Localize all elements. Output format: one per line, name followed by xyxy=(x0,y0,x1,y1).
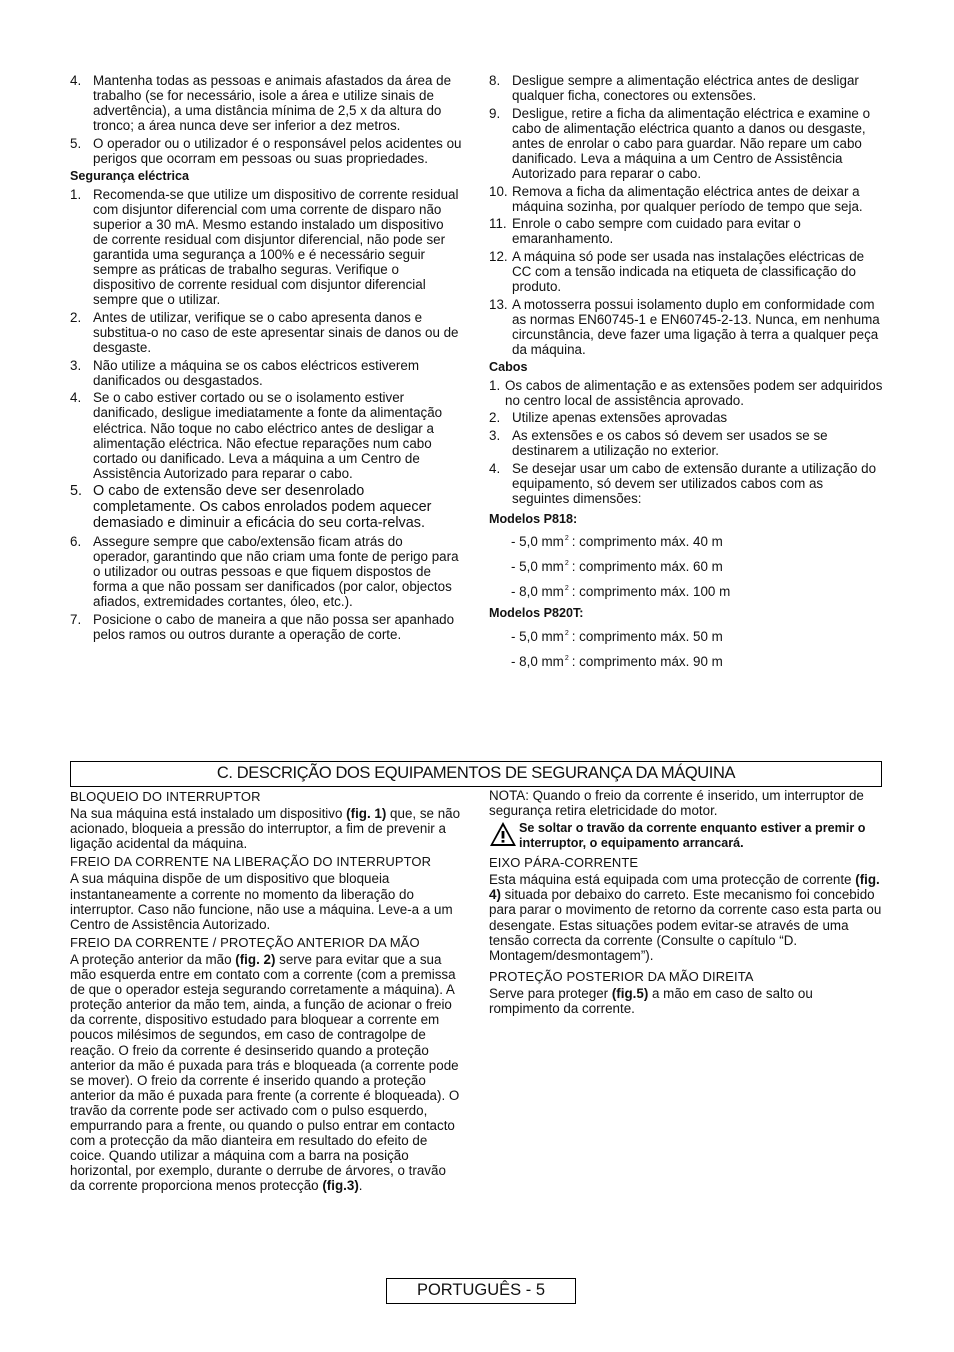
cable-dimension-row: - 8,0 $mm^2$ : comprimento máx. 100 m xyxy=(511,584,731,600)
switch-lock-heading: BLOQUEIO DO INTERRUPTOR xyxy=(70,789,261,804)
cable-dimension-row: - 5,0 $mm^2$ : comprimento máx. 60 m xyxy=(511,559,723,575)
chain-brake-release-heading: FREIO DA CORRENTE NA LIBERAÇÃO DO INTERRUPTOR xyxy=(70,854,432,870)
cables-list xyxy=(489,378,883,506)
electrical-list-continued xyxy=(489,73,883,357)
list-item: 3. As extensões e os cabos só devem ser usados se se destinarem a utilização no exterior. xyxy=(489,428,828,459)
switch-lock-paragraph: Na sua máquina está instalado um dispositivo (fig. 1) que, se não acionado, bloqueia a pressão do interruptor, a fim de prevenir a ligação acidental da máquina. xyxy=(70,806,461,852)
section-c-banner: C. DESCRIÇÃO DOS EQUIPAMENTOS DE SEGURANÇA DA MÁQUINA xyxy=(70,761,882,787)
list-item: 10. Remova a ficha da alimentação eléctrica antes de deixar a máquina sozinha, por qualquer período de tempo que seja. xyxy=(489,183,863,214)
front-hand-guard-heading: FREIO DA CORRENTE / PROTEÇÃO ANTERIOR DA MÃO xyxy=(70,934,420,950)
chain-catcher-heading: EIXO PÁRA-CORRENTE xyxy=(489,855,639,871)
cable-dimension-row: - 5,0 $mm^2$ : comprimento máx. 50 m xyxy=(511,628,723,644)
intro-list xyxy=(70,73,462,166)
list-item: 7. Posicione o cabo de maneira a que não possa ser apanhado pelos ramos ou outros durante a operação de corte. xyxy=(70,611,455,642)
section-c-right-column xyxy=(489,788,883,1019)
section-c-left-column xyxy=(70,788,462,1196)
warning-text: Se soltar o travão da corrente enquanto estiver a premir o interruptor, o equipamento arrancará. xyxy=(519,821,866,851)
chain-catcher-paragraph: Esta máquina está equipada com uma protecção de corrente (fig. 4) situada por debaixo do carreto. Este mecanismo foi concebido para parar o movimento de retorno da corrente caso esta parta ou desengate. Estas situações podem evitar-se através de uma tensão correcta da corrente (Consulte o capítulo “D. Montagem/desmontagem”). xyxy=(489,872,882,963)
list-item: 6. Assegure sempre que cabo/extensão ficam atrás do operador, garantindo que não criam uma fonte de perigo para o utilizador ou outras pessoas e que fiquem dispostos de forma a que não possam ser danificados (por calor, objectos afiados, extremidades cortantes, óleo, etc.). xyxy=(70,533,459,610)
models-p820t-list xyxy=(489,626,883,669)
list-item: 13. A motosserra possui isolamento duplo em conformidade com as normas EN60745-1 e EN60745-2-13. Nunca, em nenhuma circunstância, deve fazer uma ligação à terra a qualquer peça da máquina. xyxy=(489,296,880,358)
list-item: 9. Desligue, retire a ficha da alimentação eléctrica e examine o cabo de alimentação eléctrica quanto a danos ou desgaste, antes de enrolar o cabo para guardar. Não repare um cabo danificado. Leva a máquina a um Centro de Assistência Autorizado para reparar o cabo. xyxy=(489,105,871,182)
list-item: 2. Utilize apenas extensões aprovadas xyxy=(489,410,728,426)
list-item: 4. Mantenha todas as pessoas e animais afastados da área de trabalho (se for necessário, isole a área e utilize sinais de advertência), a uma distância mínima de 2,5 x da altura do tronco; a área nunca deve ser inferior a dez metros. xyxy=(70,73,452,134)
list-item: 1. Os cabos de alimentação e as extensões podem ser adquiridos no centro local de assistência aprovado. xyxy=(489,377,883,408)
list-item: 3. Não utilize a máquina se os cabos eléctricos estiverem danificados ou desgastados. xyxy=(70,357,419,388)
models-p818-list xyxy=(489,531,883,599)
rear-hand-guard-heading: PROTEÇÃO POSTERIOR DA MÃO DIREITA xyxy=(489,968,754,984)
models-p820t-heading: Modelos P820T: xyxy=(489,606,584,621)
electrical-list xyxy=(70,187,462,642)
note-paragraph: NOTA: Quando o freio da corrente é inserido, um interruptor de segurança retira eletricidade do motor. xyxy=(489,788,864,819)
front-hand-guard-paragraph: A proteção anterior da mão (fig. 2) serve para evitar que a sua mão esquerda entre em contato com a corrente (com a premissa de que o operador esteja segurando corretamente a máquina). A proteção anterior da mão tem, ainda, a função de acionar o freio da corrente, dispositivo estudado para bloquear a corrente em poucos milésimos de segundos, em caso de contragolpe de reação. O freio da corrente é desinserido quando a proteção anterior da mão é puxada para trás e bloqueada (a corrente pode se mover). O freio da corrente é inserido quando a proteção anterior da mão é puxada para frente (a corrente é bloqueada). O travão da corrente pode ser activado com o pulso esquerdo, empurrando para a frente, ou quando o pulso entrar em contacto com a protecção da mão dianteira em resultado do efeito de coice. Quando utilizar a máquina com a barra na posição horizontal, por exemplo, durante o derrube de árvores, o travão da corrente proporciona menos protecção (fig.3). xyxy=(70,951,460,1194)
cables-heading: Cabos xyxy=(489,359,528,374)
cable-dimension-row: - 8,0 $mm^2$ : comprimento máx. 90 m xyxy=(511,653,723,669)
list-item: 2. Antes de utilizar, verifique se o cabo apresenta danos e substitua-o no caso de este apresentar sinais de danos ou de desgaste. xyxy=(70,309,459,356)
electrical-safety-heading: Segurança eléctrica xyxy=(70,168,190,183)
warning-block xyxy=(489,821,883,851)
warning-triangle-icon xyxy=(489,821,517,847)
list-item: 11. Enrole o cabo sempre com cuidado para evitar o emaranhamento. xyxy=(489,216,801,247)
list-item: 5. O cabo de extensão deve ser desenrolado completamente. Os cabos enrolados podem aquecer demasiado e diminuir a eficácia do seu corta-relvas. xyxy=(70,483,432,532)
page-footer: PORTUGUÊS - 5 xyxy=(386,1278,576,1304)
list-item: 8. Desligue sempre a alimentação eléctrica antes de desligar qualquer ficha, conectores ou extensões. xyxy=(489,73,859,104)
models-p818-heading: Modelos P818: xyxy=(489,512,578,527)
list-item: 1. Recomenda-se que utilize um dispositivo de corrente residual com disjuntor diferencial com uma corrente de disparo não superior a 30 mA. Mesmo estando instalado um dispositivo de corrente residual com disjuntor diferencial, não pode ser garantida uma segurança a 100% e é necessário seguir sempre as práticas de trabalho seguras. Verifique o dispositivo de corrente residual com disjuntor diferencial sempre que o utilizar. xyxy=(70,186,459,308)
list-item: 12. A máquina só pode ser usada nas instalações eléctricas de CC com a tensão indicada na etiqueta de classificação do produto. xyxy=(489,249,865,295)
chain-brake-release-paragraph: A sua máquina dispõe de um dispositivo que bloqueia instantaneamente a corrente no momento da liberação do interruptor. Caso não funcione, não use a máquina. Leve-a a um Centro de Assistência Autorizado. xyxy=(70,871,453,932)
list-item: 4. Se o cabo estiver cortado ou se o isolamento estiver danificado, desligue imediatamente a fonte da alimentação eléctrica. Não toque no cabo eléctrico antes de desligar a alimentação eléctrica. Não efectue reparações num cabo cortado ou danificado. Leva a máquina a um Centro de Assistência Autorizado para reparar o cabo. xyxy=(70,390,443,481)
list-item: 4. Se desejar usar um cabo de extensão durante a utilização do equipamento, só devem ser utilizados cabos com as seguintes dimensões: xyxy=(489,460,877,506)
list-item: 5. O operador ou o utilizador é o responsável pelos acidentes ou perigos que ocorram em pessoas ou suas propriedades. xyxy=(70,135,462,166)
rear-hand-guard-paragraph: Serve para proteger (fig.5) a mão em caso de salto ou rompimento da corrente. xyxy=(489,985,813,1017)
cable-dimension-row: - 5,0 $mm^2$ : comprimento máx. 40 m xyxy=(511,534,723,550)
right-column xyxy=(489,73,883,676)
left-column xyxy=(70,73,462,645)
